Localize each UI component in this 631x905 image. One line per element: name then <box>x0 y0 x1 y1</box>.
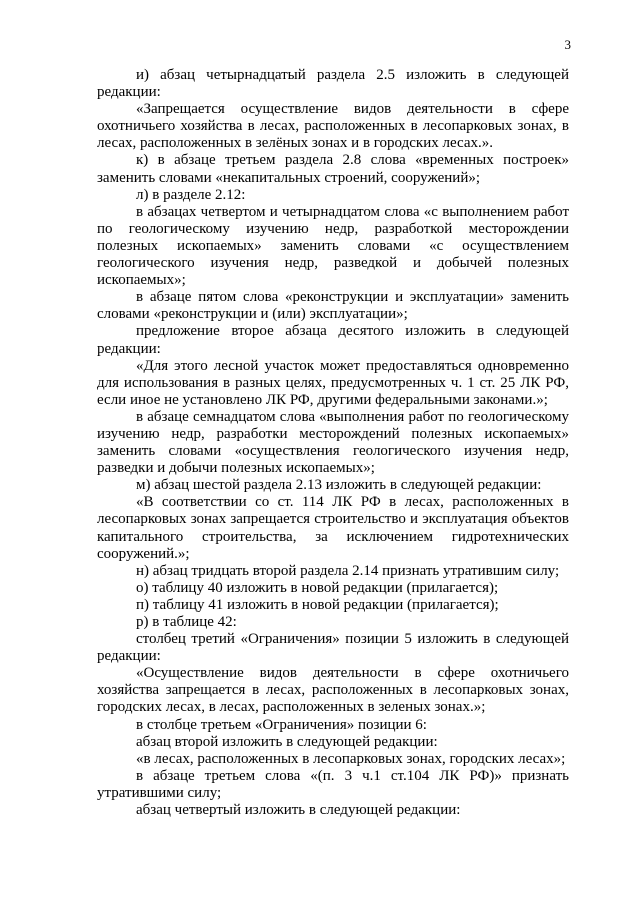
paragraph-quote-forest-plot: «Для этого лесной участок может предоставляться одновременно для использования в разных целях, предусмотренных ч. 1 ст. 25 ЛК РФ, если иное не установлено ЛК РФ, другими федеральными законами.»; <box>97 357 569 408</box>
paragraph-quote-article-114: «В соответствии со ст. 114 ЛК РФ в лесах, расположенных в лесопарковых зонах запрещается строительство и эксплуатация объектов капитального строительства, за исключением гидротехнических сооружений.»; <box>97 494 569 562</box>
paragraph-column-three-position-5: столбец третий «Ограничения» позиции 5 изложить в следующей редакции: <box>97 631 569 665</box>
paragraph-item-k: к) в абзаце третьем раздела 2.8 слова «временных построек» заменить словами «некапитальных строений, сооружений»; <box>97 152 569 186</box>
paragraph-item-l: л) в разделе 2.12: <box>136 186 246 203</box>
paragraph-paragraph-four: абзац четвертый изложить в следующей редакции: <box>136 802 461 819</box>
paragraph-column-three-position-6: в столбце третьем «Ограничения» позиции 6: <box>136 716 427 733</box>
paragraph-paragraph-17: в абзаце семнадцатом слова «выполнения работ по геологическому изучению недр, разработки месторождений полезных ископаемых» заменить словами «осуществления геологического изучения недр, разведки и добычи полезных ископаемых»; <box>97 408 569 477</box>
paragraph-paragraph-5: в абзаце пятом слова «реконструкции и эксплуатации» заменить словами «реконструкции и (или) эксплуатации»; <box>97 289 569 323</box>
paragraph-item-i: и) абзац четырнадцатый раздела 2.5 изложить в следующей редакции: <box>97 67 569 101</box>
paragraph-paragraphs-4-14: в абзацах четвертом и четырнадцатом слова «с выполнением работ по геологическому изучению недр, разработкой месторождении полезных ископаемых» заменить словами «с осуществлением геологического изучения недр, разведкой и добычей полезных ископаемых»; <box>97 203 569 289</box>
paragraph-quote-hunting-restriction: «Осуществление видов деятельности в сфере охотничьего хозяйства запрещается в лесах, расположенных в лесопарковых зонах, городских лесах, в лесах, расположенных в зеленых зонах.»; <box>97 665 569 716</box>
paragraph-item-m: м) абзац шестой раздела 2.13 изложить в следующей редакции: <box>136 477 542 494</box>
paragraph-item-p: п) таблицу 41 изложить в новой редакции (прилагается); <box>136 596 499 613</box>
paragraph-quote-hunting: «Запрещается осуществление видов деятельности в сфере охотничьего хозяйства в лесах, расположенных в лесопарковых зонах, в лесах, расположенных в зелёных зонах и в городских лесах.». <box>97 101 569 152</box>
paragraph-item-o: о) таблицу 40 изложить в новой редакции (прилагается); <box>136 579 499 596</box>
document-body <box>97 67 569 819</box>
paragraph-paragraph-two: абзац второй изложить в следующей редакции: <box>136 733 438 750</box>
page-number: 3 <box>564 37 571 52</box>
paragraph-paragraph-three: в абзаце третьем слова «(п. 3 ч.1 ст.104 ЛК РФ)» признать утратившими силу; <box>97 767 569 801</box>
paragraph-item-r: р) в таблице 42: <box>136 614 237 630</box>
paragraph-item-n: н) абзац тридцать второй раздела 2.14 признать утратившим силу; <box>136 562 560 579</box>
paragraph-sentence-two: предложение второе абзаца десятого изложить в следующей редакции: <box>97 323 569 357</box>
paragraph-quote-forest-zones: «в лесах, расположенных в лесопарковых зонах, городских лесах»; <box>136 750 566 767</box>
